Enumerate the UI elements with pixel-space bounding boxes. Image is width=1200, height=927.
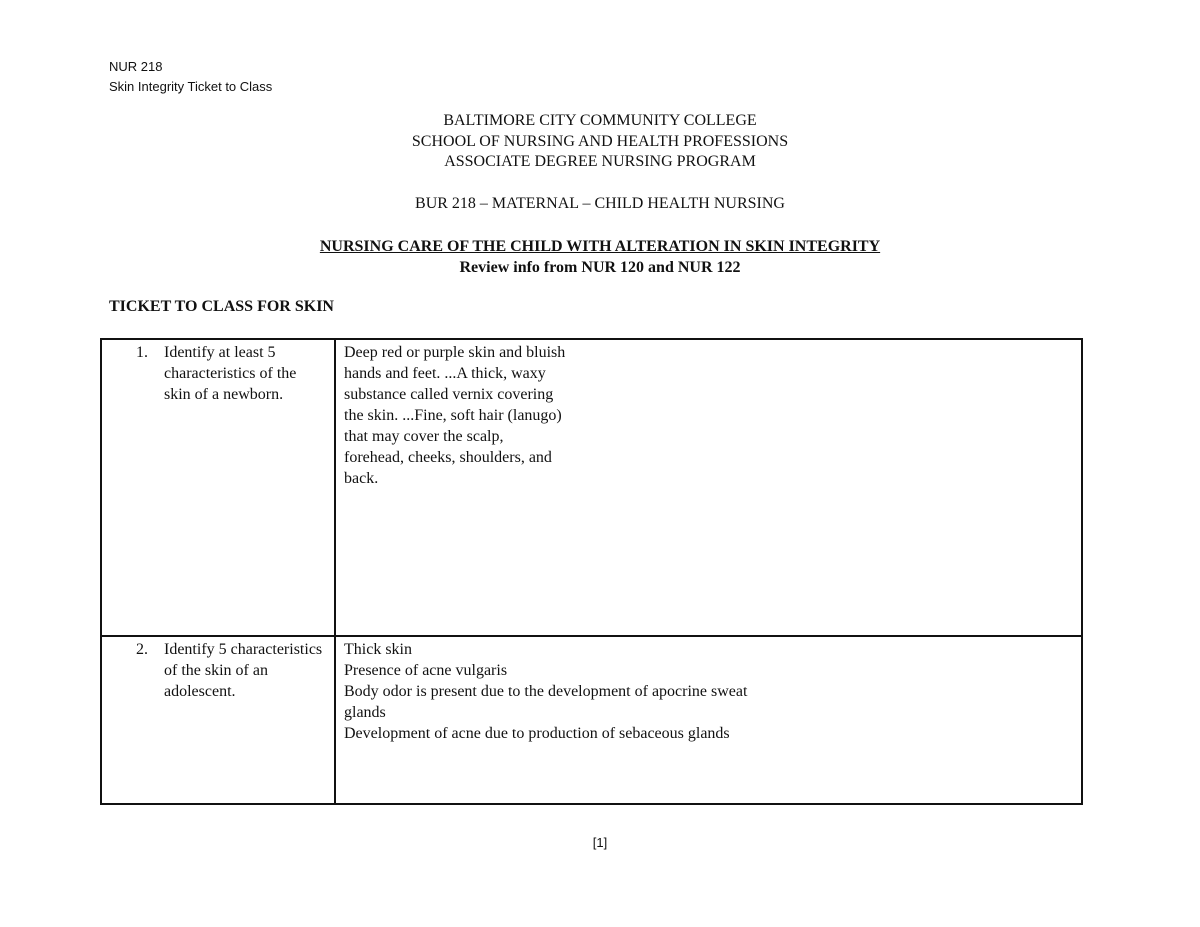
answer-cell xyxy=(335,636,1082,804)
answer-line: Development of acne due to production of sebaceous glands xyxy=(344,725,730,742)
table-row xyxy=(101,636,1082,804)
page-number: [1] xyxy=(592,835,608,850)
course-line: BUR 218 – MATERNAL – CHILD HEALTH NURSING xyxy=(415,195,785,212)
question-table xyxy=(100,338,1083,805)
answer-line: hands and feet. ...A thick, waxy xyxy=(344,365,546,382)
answer-line: Thick skin xyxy=(344,641,412,658)
answer-line: Presence of acne vulgaris xyxy=(344,662,508,679)
section-heading: TICKET TO CLASS FOR SKIN xyxy=(109,298,334,315)
question-number: 2. xyxy=(136,641,148,658)
question-cell xyxy=(101,339,335,636)
question-text: Identify 5 characteristics of the skin of an adolescent. xyxy=(164,641,323,700)
answer-cell xyxy=(335,339,1082,636)
answer-line: glands xyxy=(344,704,386,721)
table-row xyxy=(101,339,1082,636)
answer-line: substance called vernix covering xyxy=(344,386,554,403)
topic-subtitle: Review info from NUR 120 and NUR 122 xyxy=(459,259,741,276)
question-cell xyxy=(101,636,335,804)
answer-line: the skin. ...Fine, soft hair (lanugo) xyxy=(344,407,562,424)
answer-line: forehead, cheeks, shoulders, and xyxy=(344,449,552,466)
topic-title: NURSING CARE OF THE CHILD WITH ALTERATION IN SKIN INTEGRITY xyxy=(319,238,881,255)
program-name: ASSOCIATE DEGREE NURSING PROGRAM xyxy=(444,153,756,170)
answer-line: Body odor is present due to the development of apocrine sweat xyxy=(344,683,748,700)
school-name: SCHOOL OF NURSING AND HEALTH PROFESSIONS xyxy=(411,132,789,150)
answer-line: that may cover the scalp, xyxy=(344,428,504,445)
course-code: NUR 218 xyxy=(109,59,163,74)
document-title: Skin Integrity Ticket to Class xyxy=(109,79,273,94)
answer-line: Deep red or purple skin and bluish xyxy=(344,344,566,361)
answer-line: back. xyxy=(344,470,379,487)
question-number: 1. xyxy=(136,344,148,361)
college-name: BALTIMORE CITY COMMUNITY COLLEGE xyxy=(443,112,757,129)
question-text: Identify at least 5 characteristics of the skin of a newborn. xyxy=(164,344,297,403)
